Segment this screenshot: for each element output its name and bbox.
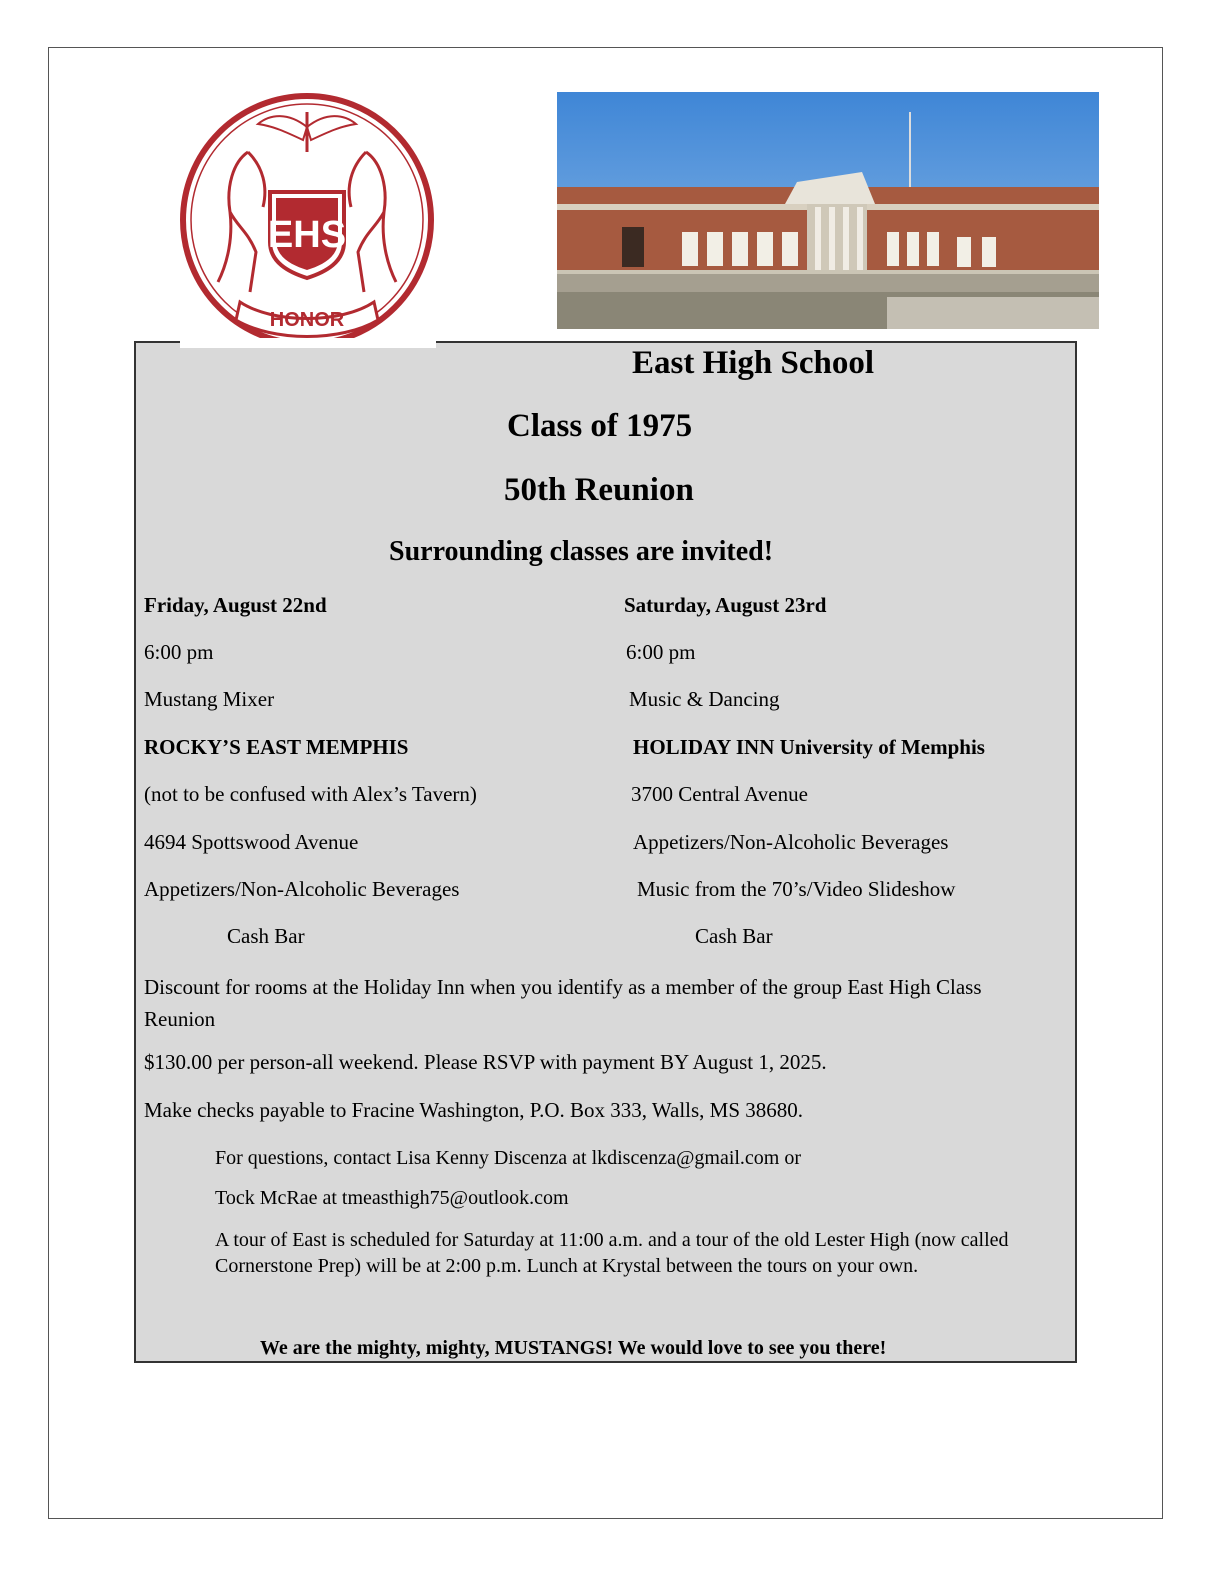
friday-address: 4694 Spottswood Avenue — [144, 830, 359, 854]
saturday-bar: Cash Bar — [695, 924, 773, 948]
friday-venue-note: (not to be confused with Alex’s Tavern) — [144, 782, 477, 806]
checks-payable-text: Make checks payable to Fracine Washington, P.O. Box 333, Walls, MS 38680. — [144, 1098, 804, 1122]
school-name-heading: East High School — [632, 345, 875, 381]
friday-food: Appetizers/Non-Alcoholic Beverages — [144, 877, 460, 901]
friday-venue: ROCKY’S EAST MEMPHIS — [144, 735, 409, 759]
class-year-heading: Class of 1975 — [507, 408, 693, 444]
logo-backdrop — [180, 338, 436, 348]
school-building-photo — [557, 92, 1099, 329]
friday-event: Mustang Mixer — [144, 687, 275, 711]
contact-line-1: For questions, contact Lisa Kenny Discenza at lkdiscenza@gmail.com or — [215, 1147, 802, 1169]
reunion-heading: 50th Reunion — [504, 472, 694, 508]
tour-info-text: A tour of East is scheduled for Saturday at 11:00 a.m. and a tour of the old Lester High (now called Cornerstone Prep) will be at 2:00 p.m. Lunch at Krystal between the tours on your own. — [215, 1229, 1009, 1277]
saturday-address: 3700 Central Avenue — [631, 782, 808, 806]
closing-message: We are the mighty, mighty, MUSTANGS! We would love to see you there! — [260, 1337, 887, 1359]
saturday-event: Music & Dancing — [629, 687, 780, 711]
seal-ehs-text: EHS — [267, 214, 347, 256]
saturday-venue: HOLIDAY INN University of Memphis — [633, 735, 985, 759]
saturday-date: Saturday, August 23rd — [624, 593, 827, 617]
friday-time: 6:00 pm — [144, 640, 214, 664]
friday-bar: Cash Bar — [227, 924, 305, 948]
price-rsvp-text: $130.00 per person-all weekend. Please RSVP with payment BY August 1, 2025. — [144, 1050, 827, 1074]
saturday-food: Appetizers/Non-Alcoholic Beverages — [633, 830, 949, 854]
saturday-extras: Music from the 70’s/Video Slideshow — [637, 877, 956, 901]
saturday-time: 6:00 pm — [626, 640, 696, 664]
seal-ribbon-text: HONOR — [269, 309, 345, 331]
invite-heading: Surrounding classes are invited! — [389, 536, 774, 567]
friday-date: Friday, August 22nd — [144, 593, 327, 617]
contact-line-2: Tock McRae at tmeasthigh75@outlook.com — [215, 1187, 569, 1209]
hotel-discount-text: Discount for rooms at the Holiday Inn when you identify as a member of the group East High Class Reunion — [144, 975, 982, 1031]
ehs-seal-logo — [178, 92, 436, 350]
